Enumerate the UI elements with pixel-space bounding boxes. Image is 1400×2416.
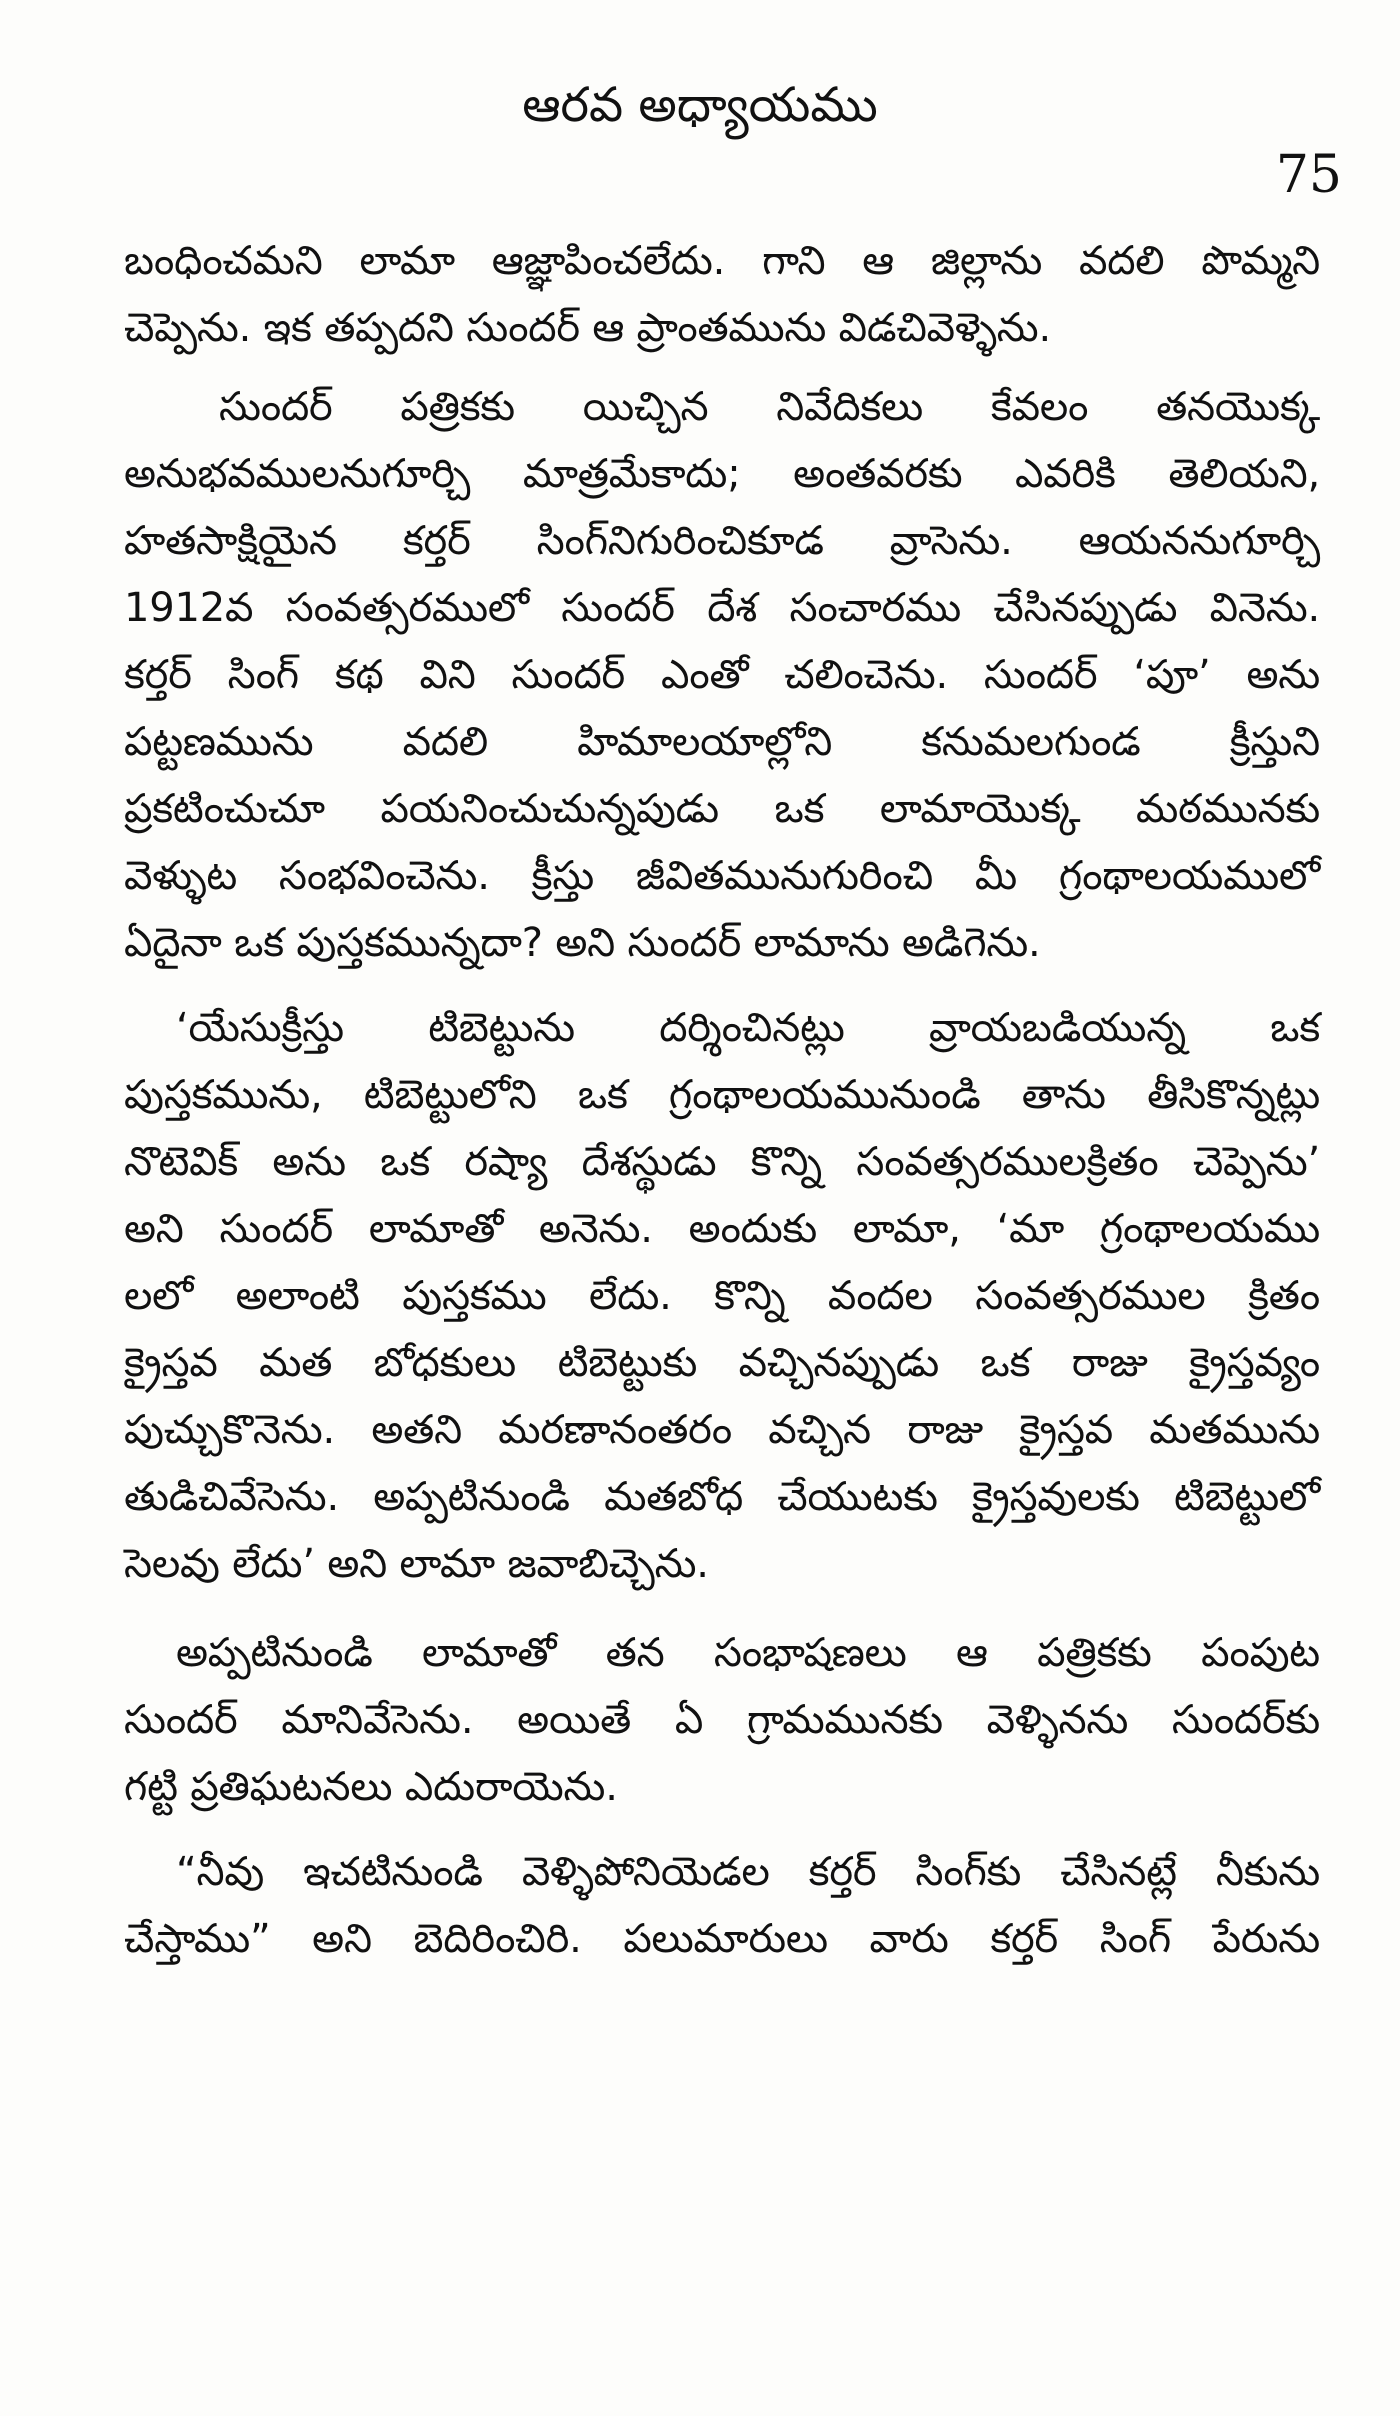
text-line: “నీవు ఇచటినుండి వెళ్ళిపోనియెడల కర్తర్ సింగ్‌కు చేసినట్లే నీకును bbox=[176, 1849, 1320, 1895]
page-number: 75 bbox=[1275, 145, 1342, 205]
text-line: లలో అలాంటి పుస్తకము లేదు. కొన్ని వందల సంవత్సరముల క్రితం bbox=[124, 1273, 1320, 1319]
text-line: ప్రకటించుచూ పయనించుచున్నపుడు ఒక లామాయొక్క మఠమునకు bbox=[124, 786, 1320, 832]
text-line: సుందర్ మానివేసెను. అయితే ఏ గ్రామమునకు వెళ్ళినను సుందర్‌కు bbox=[124, 1697, 1320, 1743]
text-line: అనుభవములనుగూర్చి మాత్రమేకాదు; అంతవరకు ఎవరికి తెలియని, bbox=[124, 451, 1320, 497]
text-line: నొటెవిక్ అను ఒక రష్యా దేశస్థుడు కొన్ని సంవత్సరములక్రితం చెప్పెను’ bbox=[124, 1139, 1320, 1185]
paragraph-3 bbox=[124, 995, 1320, 1598]
text-line: చెప్పెను. ఇక తప్పదని సుందర్ ఆ ప్రాంతమును విడచివెళ్ళెను. bbox=[124, 305, 1051, 351]
text-line: పట్టణమును వదలి హిమాలయాల్లోని కనుమలగుండ క్రీస్తుని bbox=[124, 719, 1320, 765]
chapter-running-title: ఆరవ అధ్యాయము bbox=[522, 77, 878, 133]
body-text bbox=[124, 228, 1320, 1973]
text-line: హతసాక్షియైన కర్తర్ సింగ్‌నిగురించికూడ వ్రాసెను. ఆయననుగూర్చి bbox=[124, 518, 1320, 564]
paragraph-2 bbox=[124, 374, 1320, 977]
text-line: తుడిచివేసెను. అప్పటినుండి మతబోధ చేయుటకు క్రైస్తవులకు టిబెట్టులో bbox=[124, 1474, 1320, 1520]
paragraph-1 bbox=[124, 228, 1320, 362]
text-line: పుచ్చుకొనెను. అతని మరణానంతరం వచ్చిన రాజు క్రైస్తవ మతమును bbox=[124, 1407, 1320, 1453]
text-line: చేస్తాము” అని బెదిరించిరి. పలుమారులు వారు కర్తర్ సింగ్ పేరును bbox=[124, 1916, 1320, 1962]
text-line: సుందర్ పత్రికకు యిచ్చిన నివేదికలు కేవలం తనయొక్క bbox=[219, 384, 1320, 430]
paragraph-5 bbox=[124, 1839, 1320, 1973]
text-line: బంధించమని లామా ఆజ్ఞాపించలేదు. గాని ఆ జిల్లాను వదలి పొమ్మని bbox=[124, 238, 1320, 284]
text-line: అప్పటినుండి లామాతో తన సంభాషణలు ఆ పత్రికకు పంపుట bbox=[176, 1630, 1320, 1676]
text-line: ‘యేసుక్రీస్తు టిబెట్టును దర్శించినట్లు వ్రాయబడియున్న ఒక bbox=[176, 1005, 1320, 1051]
text-line: క్రైస్తవ మత బోధకులు టిబెట్టుకు వచ్చినప్పుడు ఒక రాజు క్రైస్తవ్యం bbox=[124, 1340, 1320, 1386]
text-line: అని సుందర్ లామాతో అనెను. అందుకు లామా, ‘మా గ్రంథాలయము bbox=[124, 1206, 1320, 1252]
text-line: ఏదైనా ఒక పుస్తకమున్నదా? అని సుందర్ లామాను అడిగెను. bbox=[124, 920, 1041, 966]
text-line: కర్తర్ సింగ్ కథ విని సుందర్ ఎంతో చలించెను. సుందర్ ‘పూ’ అను bbox=[124, 652, 1320, 698]
text-line: వెళ్ళుట సంభవించెను. క్రీస్తు జీవితమునుగురించి మీ గ్రంథాలయములో bbox=[124, 853, 1320, 899]
paragraph-4 bbox=[124, 1620, 1320, 1821]
text-line: సెలవు లేదు’ అని లామా జవాబిచ్చెను. bbox=[124, 1541, 709, 1587]
text-line: పుస్తకమును, టిబెట్టులోని ఒక గ్రంథాలయమునుండి తాను తీసికొన్నట్లు bbox=[124, 1072, 1320, 1118]
text-line: 1912వ సంవత్సరములో సుందర్ దేశ సంచారము చేసినప్పుడు వినెను. bbox=[124, 585, 1320, 631]
text-line: గట్టి ప్రతిఘటనలు ఎదురాయెను. bbox=[124, 1764, 618, 1810]
